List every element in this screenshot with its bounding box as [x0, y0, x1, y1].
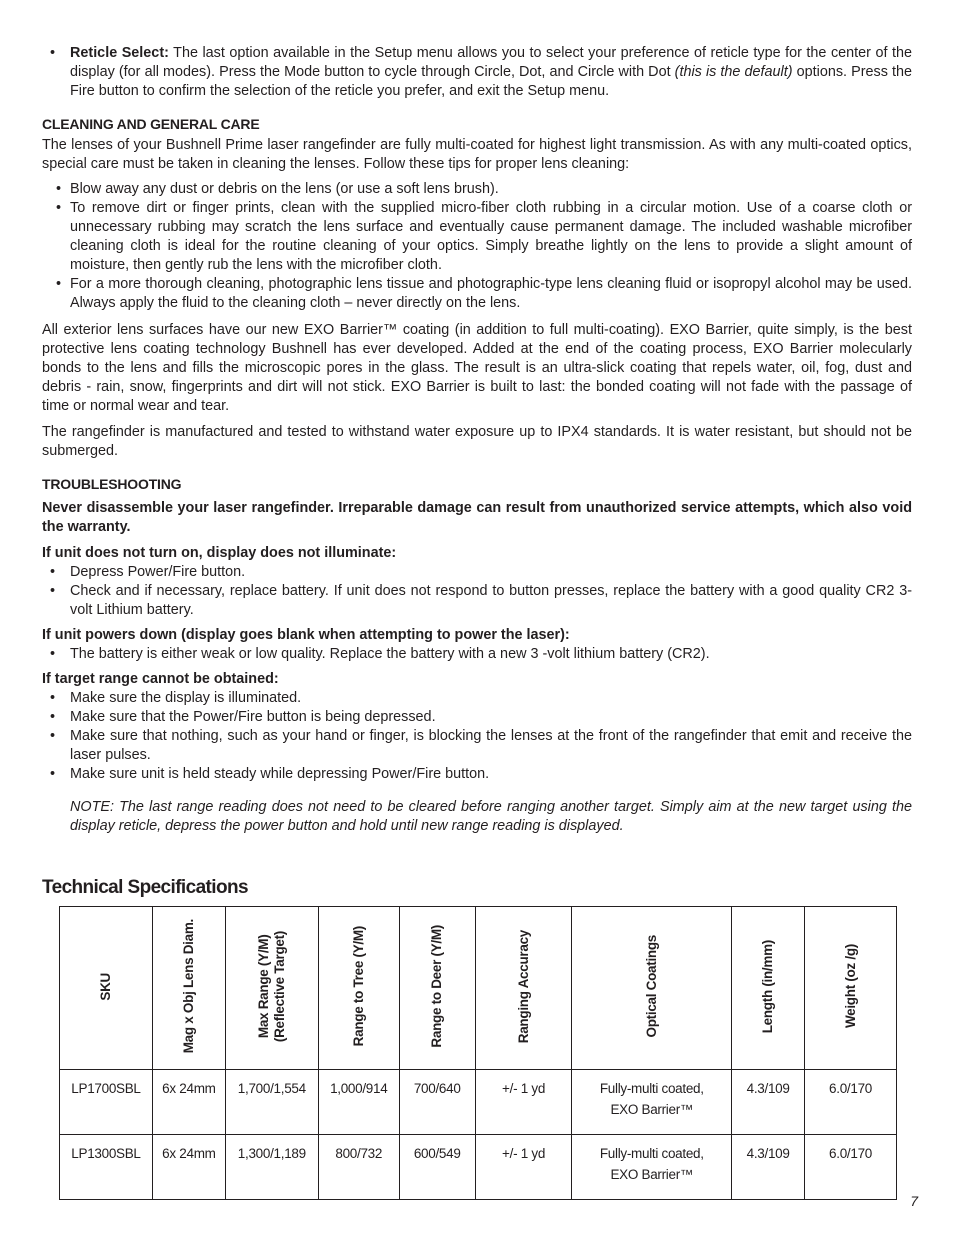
table-cell: 1,700/1,554 — [225, 1070, 318, 1135]
column-header: Mag x Obj Lens Diam. — [152, 907, 225, 1070]
specs-heading: Technical Specifications — [42, 877, 248, 898]
table-cell: 800/732 — [318, 1135, 399, 1200]
table-cell: 6x 24mm — [152, 1070, 225, 1135]
table-cell: 4.3/109 — [732, 1135, 805, 1200]
reticle-text-end: options. Press the Fire button to confirm the selection of the reticle you prefer, and exit the Setup menu. — [70, 64, 912, 99]
column-header: Ranging Accuracy — [475, 907, 572, 1070]
table-cell: 1,300/1,189 — [225, 1135, 318, 1200]
table-cell: Fully-multi coated, EXO Barrier™ — [572, 1135, 732, 1200]
reticle-text: The last option available in the Setup menu allows you to select your preference of reticle type for the center of the display (for all modes). Press the Mode button to cycle through Circle, Dot, and Circle with Dot — [70, 45, 912, 80]
troubleshooting-heading: TROUBLESHOOTING — [42, 476, 182, 492]
list-item: • For a more thorough cleaning, photographic lens tissue and photographic-type lens cleaning fluid or isopropyl alcohol may be used. Always apply the fluid to the cleaning cloth – never directly on the lens. — [56, 276, 912, 311]
reticle-label: Reticle Select: — [70, 45, 169, 61]
list-item: • To remove dirt or finger prints, clean with the supplied micro-fiber cloth rubbing in a circular motion. Use of a coarse cloth or unnecessary rubbing may scratch the lens surface and eventually cause permanent damage. The included washable microfiber cleaning cloth is ideal for the routine cleaning of your optics. Simply breathe lightly on the lens to provide a slight amount of moisture, then gently rub the lens with the microfiber cloth. — [56, 200, 912, 273]
table-header-row — [60, 907, 897, 1070]
table-cell: +/- 1 yd — [475, 1070, 572, 1135]
table-cell: LP1300SBL — [60, 1135, 153, 1200]
table-cell: 700/640 — [399, 1070, 475, 1135]
table-cell: 4.3/109 — [732, 1070, 805, 1135]
table-row — [60, 1070, 897, 1135]
exo-barrier-paragraph: All exterior lens surfaces have our new EXO Barrier™ coating (in addition to full multi-coating). EXO Barrier, quite simply, is the best protective lens coating technology Bushnell has ever developed. Added at the end of the coating process, EXO Barrier molecularly bonds to the lens and fills the microscopic pores in the glass. The result is an ultra-slick coating that repels water, oil, fog, dust and debris - rain, snow, fingerprints and dirt will not stick. EXO Barrier is built to last: the bonded coating will not fade with the passage of time or normal wear and tear. — [42, 322, 912, 414]
table-cell: 6.0/170 — [805, 1070, 897, 1135]
table-cell: LP1700SBL — [60, 1070, 153, 1135]
table-cell: 6.0/170 — [805, 1135, 897, 1200]
table-cell: 600/549 — [399, 1135, 475, 1200]
list-item: • Make sure that the Power/Fire button is being depressed. — [50, 709, 436, 725]
table-row — [60, 1135, 897, 1200]
table-cell: +/- 1 yd — [475, 1135, 572, 1200]
column-header: SKU — [60, 907, 153, 1070]
section-title: If unit does not turn on, display does not illuminate: — [42, 545, 397, 561]
column-header: Optical Coatings — [572, 907, 732, 1070]
column-header: Length (in/mm) — [732, 907, 805, 1070]
column-header: Weight (oz /g) — [805, 907, 897, 1070]
table-cell: Fully-multi coated, EXO Barrier™ — [572, 1070, 732, 1135]
cleaning-heading: CLEANING AND GENERAL CARE — [42, 116, 260, 132]
water-paragraph: The rangefinder is manufactured and tested to withstand water exposure up to IPX4 standards. It is water resistant, but should not be submerged. — [42, 424, 912, 459]
reticle-italic: (this is the default) — [674, 64, 793, 80]
warning-text: Never disassemble your laser rangefinder. Irreparable damage can result from unauthorized service attempts, which also void the warranty. — [42, 500, 912, 535]
list-item: • Depress Power/Fire button. — [50, 564, 246, 580]
list-item: • Make sure unit is held steady while depressing Power/Fire button. — [50, 766, 490, 782]
note-text: NOTE: The last range reading does not need to be cleared before ranging another target. Simply aim at the new target using the display reticle, depress the power button and hold until new range reading is displayed. — [70, 799, 912, 834]
list-item: • Make sure the display is illuminated. — [50, 690, 302, 706]
list-item: • Check and if necessary, replace battery. If unit does not respond to button presses, replace the battery with a good quality CR2 3-volt Lithium battery. — [50, 583, 912, 618]
reticle-select-item — [42, 44, 912, 101]
bullet: • — [50, 45, 56, 61]
list-item: • Blow away any dust or debris on the lens (or use a soft lens brush). — [56, 181, 499, 197]
column-header: Max Range (Y/M) (Reflective Target) — [225, 907, 318, 1070]
cleaning-intro: The lenses of your Bushnell Prime laser rangefinder are fully multi-coated for highest light transmission. As with any multi-coated optics, special care must be taken in cleaning the lenses. Follow these tips for proper lens cleaning: — [42, 137, 912, 172]
table-cell: 1,000/914 — [318, 1070, 399, 1135]
section-title: If unit powers down (display goes blank when attempting to power the laser): — [42, 627, 570, 643]
cleaning-tips — [42, 180, 912, 313]
list-item: • Make sure that nothing, such as your hand or finger, is blocking the lenses at the front of the rangefinder that emit and receive the laser pulses. — [50, 728, 912, 763]
page-number: 7 — [910, 1193, 918, 1209]
section-title: If target range cannot be obtained: — [42, 671, 279, 687]
manual-page — [42, 44, 912, 836]
specs-table — [59, 906, 897, 1200]
table-cell: 6x 24mm — [152, 1135, 225, 1200]
list-item: • The battery is either weak or low quality. Replace the battery with a new 3 -volt lithium battery (CR2). — [50, 646, 710, 662]
column-header: Range to Deer (Y/M) — [399, 907, 475, 1070]
column-header: Range to Tree (Y/M) — [318, 907, 399, 1070]
